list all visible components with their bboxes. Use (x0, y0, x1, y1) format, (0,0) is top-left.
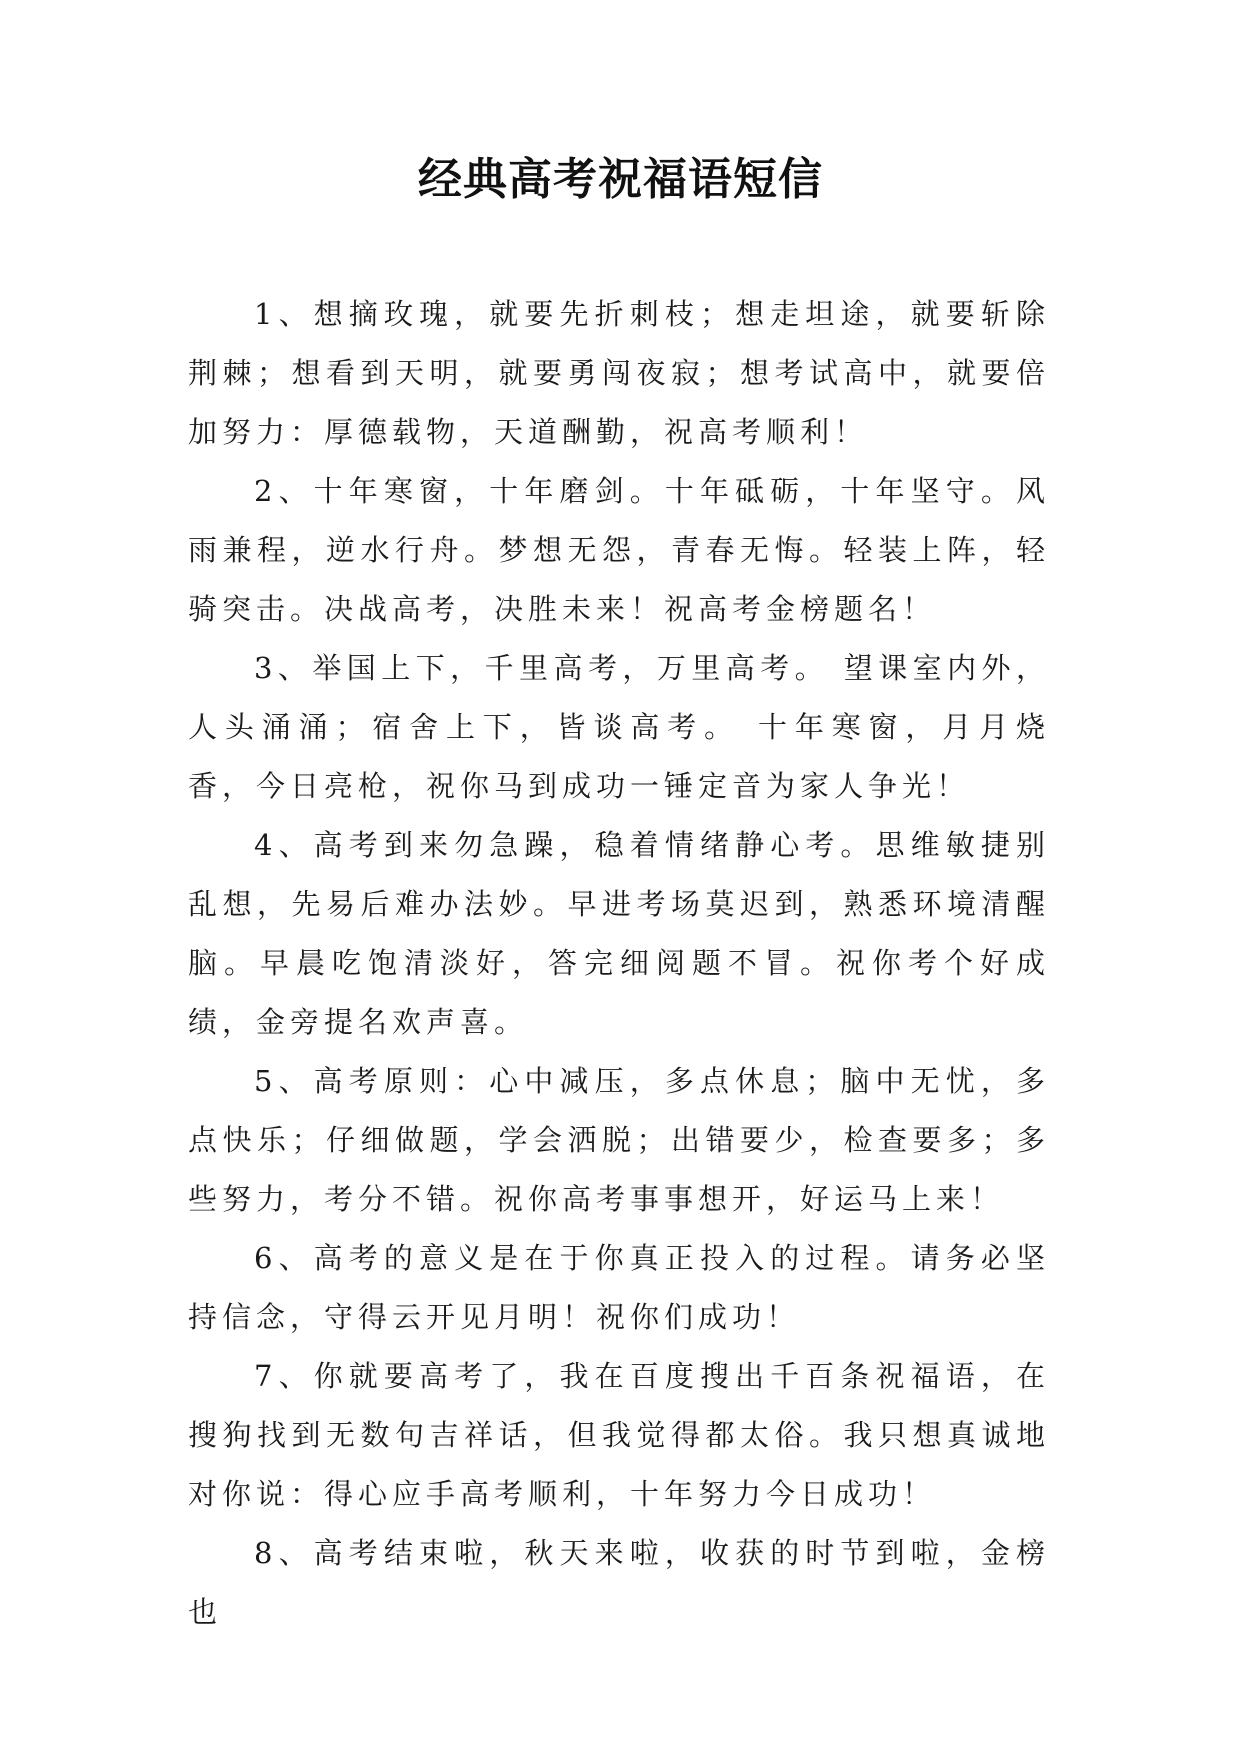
paragraph-7: 7、你就要高考了，我在百度搜出千百条祝福语，在搜狗找到无数句吉祥话，但我觉得都太俗。我只想真诚地对你说：得心应手高考顺利，十年努力今日成功！ (188, 1359, 1050, 1511)
paragraph-8: 8、高考结束啦，秋天来啦，收获的时节到啦，金榜也 (188, 1536, 1050, 1629)
paragraph-2: 2、十年寒窗，十年磨剑。十年砥砺，十年坚守。风雨兼程，逆水行舟。梦想无怨，青春无悔。轻装上阵，轻骑突击。决战高考，决胜未来！祝高考金榜题名！ (188, 474, 1050, 626)
paragraph-3: 3、举国上下，千里高考，万里高考。 望课室内外，人头涌涌；宿舍上下，皆谈高考。 十年寒窗，月月烧香，今日亮枪，祝你马到成功一锤定音为家人争光！ (188, 651, 1050, 803)
document-title: 经典高考祝福语短信 (418, 154, 823, 205)
document-body (188, 285, 1050, 1642)
paragraph-1: 1、想摘玫瑰，就要先折刺枝；想走坦途，就要斩除荆棘；想看到天明，就要勇闯夜寂；想考试高中，就要倍加努力：厚德载物，天道酬勤，祝高考顺利！ (188, 297, 1050, 449)
paragraph-6: 6、高考的意义是在于你真正投入的过程。请务必坚持信念，守得云开见月明！祝你们成功！ (188, 1241, 1050, 1334)
paragraph-5: 5、高考原则：心中减压，多点休息；脑中无忧，多点快乐；仔细做题，学会洒脱；出错要少，检查要多；多些努力，考分不错。祝你高考事事想开，好运马上来！ (188, 1064, 1050, 1216)
paragraph-4: 4、高考到来勿急躁，稳着情绪静心考。思维敏捷别乱想，先易后难办法妙。早进考场莫迟到，熟悉环境清醒脑。早晨吃饱清淡好，答完细阅题不冒。祝你考个好成绩，金旁提名欢声喜。 (188, 828, 1050, 1039)
